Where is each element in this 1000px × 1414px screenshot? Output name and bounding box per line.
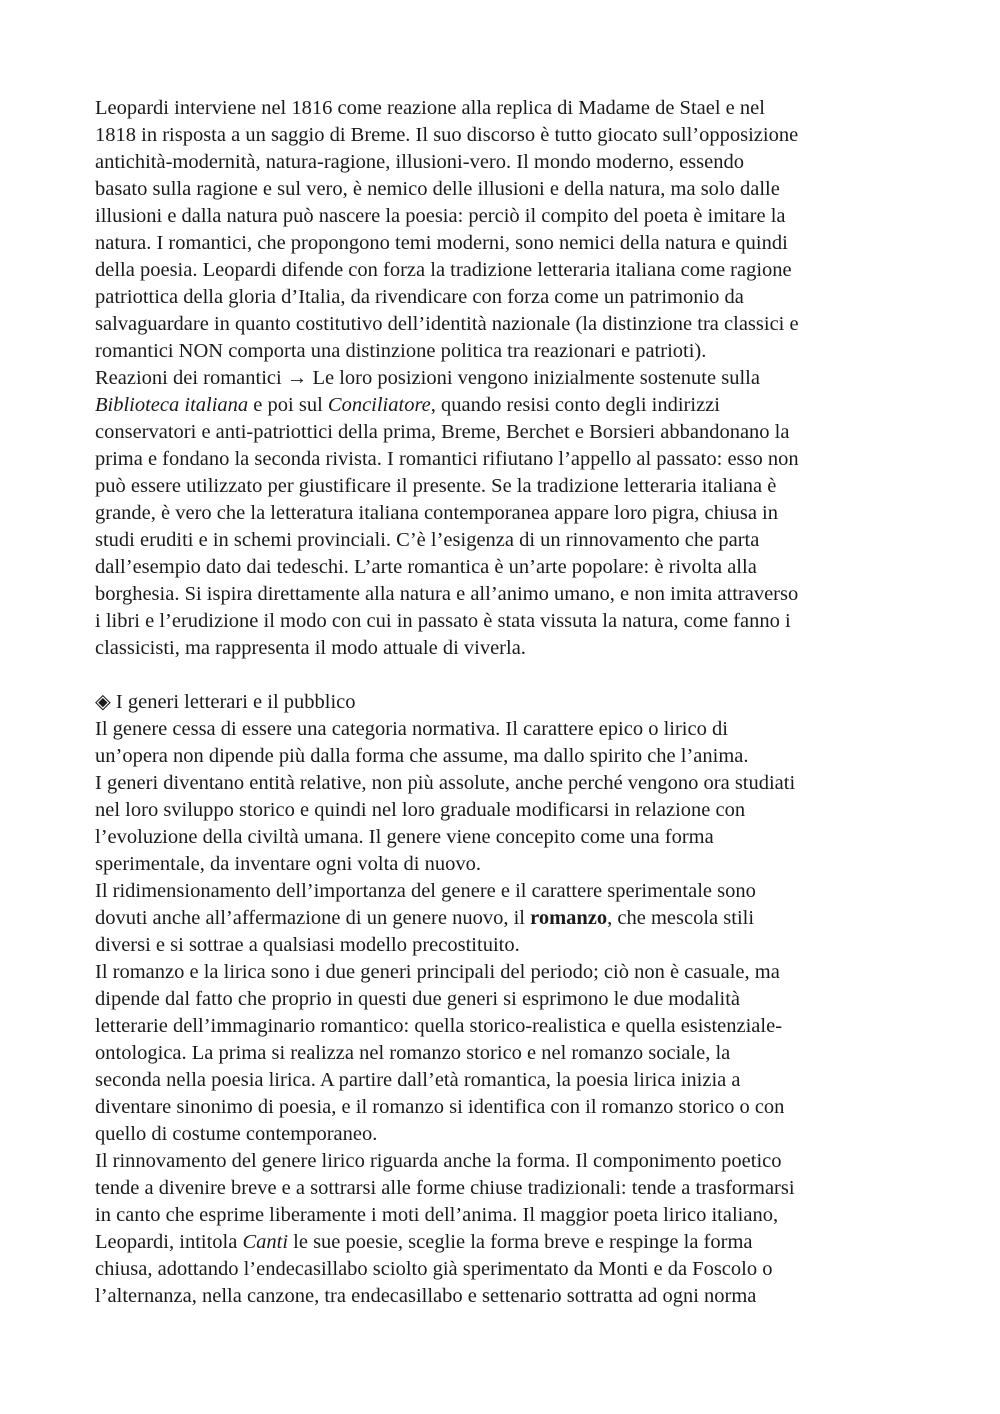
text-segment: nel loro sviluppo storico e quindi nel loro graduale modificarsi in relazione con <box>95 799 746 821</box>
text-segment: chiusa, adottando l’endecasillabo sciolto già sperimentato da Monti e da Foscolo o <box>95 1258 773 1280</box>
text-line <box>95 203 910 230</box>
text-line <box>95 878 910 905</box>
text-line <box>95 1202 910 1229</box>
text-line <box>95 824 910 851</box>
text-line <box>95 500 910 527</box>
text-line <box>95 257 910 284</box>
text-line <box>95 851 910 878</box>
text-line <box>95 608 910 635</box>
text-line <box>95 986 910 1013</box>
text-line <box>95 122 910 149</box>
italic-text: Canti <box>242 1231 289 1253</box>
text-line <box>95 1094 910 1121</box>
text-line <box>95 1121 910 1148</box>
text-segment: seconda nella poesia lirica. A partire dall’età romantica, la poesia lirica inizia a <box>95 1069 741 1091</box>
text-line <box>95 1040 910 1067</box>
text-segment: romantici NON comporta una distinzione politica tra reazionari e patrioti). <box>95 340 707 362</box>
text-segment: Il genere cessa di essere una categoria normativa. Il carattere epico o lirico di <box>95 718 728 740</box>
text-line <box>95 95 910 122</box>
text-line <box>95 743 910 770</box>
text-line <box>95 419 910 446</box>
text-line <box>95 284 910 311</box>
text-segment: borghesia. Si ispira direttamente alla natura e all’animo umano, e non imita attraverso <box>95 583 799 605</box>
text-segment: letterarie dell’immaginario romantico: quella storico-realistica e quella esistenziale- <box>95 1015 783 1037</box>
text-segment: studi eruditi e in schemi provinciali. C’è l’esigenza di un rinnovamento che parta <box>95 529 760 551</box>
bold-text: romanzo <box>530 907 608 929</box>
text-segment: salvaguardare in quanto costitutivo dell’identità nazionale (la distinzione tra classici e <box>95 313 799 335</box>
text-line <box>95 716 910 743</box>
text-segment: , quando resisi conto degli indirizzi <box>430 394 720 416</box>
text-line <box>95 932 910 959</box>
text-line <box>95 473 910 500</box>
text-segment: antichità-modernità, natura-ragione, illusioni-vero. Il mondo moderno, essendo <box>95 151 744 173</box>
text-line <box>95 311 910 338</box>
text-segment: patriottica della gloria d’Italia, da rivendicare con forza come un patrimonio da <box>95 286 744 308</box>
text-segment: conservatori e anti-patriottici della prima, Breme, Berchet e Borsieri abbandonano la <box>95 421 790 443</box>
text-segment: Leopardi interviene nel 1816 come reazione alla replica di Madame de Stael e nel <box>95 97 765 119</box>
text-segment: illusioni e dalla natura può nascere la poesia: perciò il compito del poeta è imitare la <box>95 205 786 227</box>
text-line <box>95 365 910 392</box>
text-segment: Il romanzo e la lirica sono i due generi principali del periodo; ciò non è casuale, ma <box>95 961 780 983</box>
blank-line <box>95 662 910 689</box>
text-segment: dall’esempio dato dai tedeschi. L’arte romantica è un’arte popolare: è rivolta alla <box>95 556 757 578</box>
text-line <box>95 635 910 662</box>
text-segment: ontologica. La prima si realizza nel romanzo storico e nel romanzo sociale, la <box>95 1042 731 1064</box>
text-segment: un’opera non dipende più dalla forma che assume, ma dallo spirito che l’anima. <box>95 745 749 767</box>
text-segment: della poesia. Leopardi difende con forza la tradizione letteraria italiana come ragione <box>95 259 792 281</box>
text-line <box>95 1148 910 1175</box>
text-line <box>95 959 910 986</box>
text-segment: sperimentale, da inventare ogni volta di nuovo. <box>95 853 481 875</box>
text-segment: le sue poesie, sceglie la forma breve e respinge la forma <box>288 1231 753 1253</box>
text-line <box>95 338 910 365</box>
text-line <box>95 1229 910 1256</box>
text-line <box>95 446 910 473</box>
text-segment: dovuti anche all’affermazione di un genere nuovo, il <box>95 907 531 929</box>
text-line <box>95 770 910 797</box>
text-segment: i libri e l’erudizione il modo con cui in passato è stata vissuta la natura, come fanno i <box>95 610 791 632</box>
text-line <box>95 1067 910 1094</box>
text-line <box>95 230 910 257</box>
text-line <box>95 1283 910 1310</box>
text-segment: quello di costume contemporaneo. <box>95 1123 378 1145</box>
text-segment: 1818 in risposta a un saggio di Breme. Il suo discorso è tutto giocato sull’opposizione <box>95 124 799 146</box>
text-segment: prima e fondano la seconda rivista. I romantici rifiutano l’appello al passato: esso non <box>95 448 799 470</box>
text-line <box>95 1013 910 1040</box>
text-segment: classicisti, ma rappresenta il modo attuale di viverla. <box>95 637 526 659</box>
text-segment: e poi sul <box>248 394 328 416</box>
text-segment: I generi diventano entità relative, non più assolute, anche perché vengono ora studiati <box>95 772 796 794</box>
text-segment: ◈ I generi letterari e il pubblico <box>95 691 356 713</box>
text-segment: in canto che esprime liberamente i moti dell’anima. Il maggior poeta lirico italiano, <box>95 1204 779 1226</box>
text-segment: Reazioni dei romantici → Le loro posizioni vengono inizialmente sostenute sulla <box>95 367 760 389</box>
text-segment: diventare sinonimo di poesia, e il romanzo si identifica con il romanzo storico o con <box>95 1096 785 1118</box>
text-segment: Leopardi, intitola <box>95 1231 243 1253</box>
text-segment: l’alternanza, nella canzone, tra endecasillabo e settenario sottratta ad ogni norma <box>95 1285 757 1307</box>
text-segment: può essere utilizzato per giustificare il presente. Se la tradizione letteraria italiana è <box>95 475 777 497</box>
text-line <box>95 797 910 824</box>
text-segment: grande, è vero che la letteratura italiana contemporanea appare loro pigra, chiusa in <box>95 502 778 524</box>
text-line <box>95 149 910 176</box>
text-line <box>95 1256 910 1283</box>
text-line <box>95 527 910 554</box>
text-line <box>95 176 910 203</box>
text-segment: Il rinnovamento del genere lirico riguarda anche la forma. Il componimento poetico <box>95 1150 782 1172</box>
text-segment: dipende dal fatto che proprio in questi due generi si esprimono le due modalità <box>95 988 740 1010</box>
text-segment: tende a divenire breve e a sottrarsi alle forme chiuse tradizionali: tende a trasformarsi <box>95 1177 795 1199</box>
text-line <box>95 1175 910 1202</box>
document-text <box>95 95 910 1310</box>
text-segment: Il ridimensionamento dell’importanza del genere e il carattere sperimentale sono <box>95 880 756 902</box>
text-segment: l’evoluzione della civiltà umana. Il genere viene concepito come una forma <box>95 826 714 848</box>
italic-text: Conciliatore <box>327 394 431 416</box>
text-segment: , che mescola stili <box>607 907 755 929</box>
text-segment: diversi e si sottrae a qualsiasi modello precostituito. <box>95 934 520 956</box>
text-segment: basato sulla ragione e sul vero, è nemico delle illusioni e della natura, ma solo dalle <box>95 178 780 200</box>
text-line <box>95 554 910 581</box>
text-line <box>95 581 910 608</box>
text-segment: natura. I romantici, che propongono temi moderni, sono nemici della natura e quindi <box>95 232 788 254</box>
italic-text: Biblioteca italiana <box>95 394 249 416</box>
text-line <box>95 905 910 932</box>
text-line <box>95 392 910 419</box>
text-line <box>95 689 910 716</box>
